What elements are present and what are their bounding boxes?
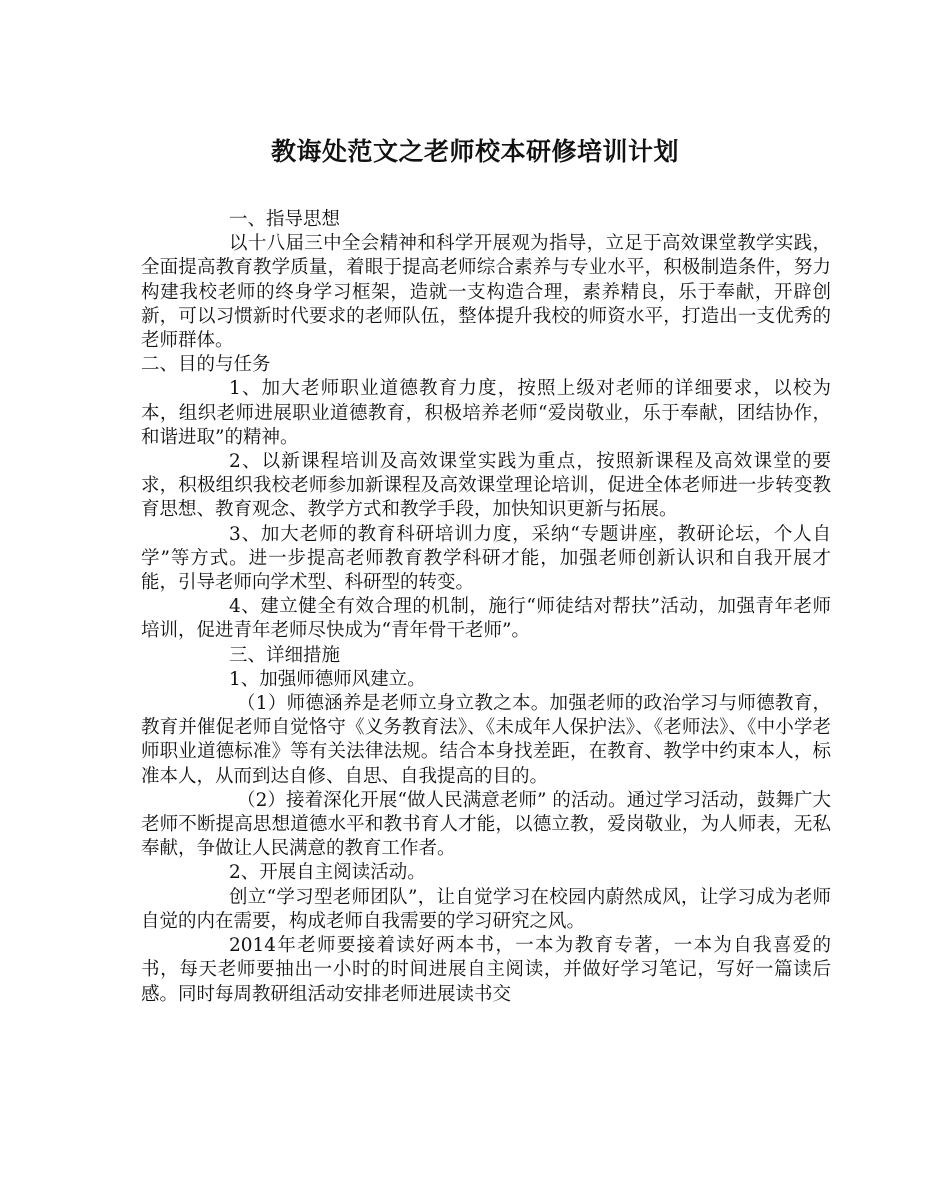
paragraph: 1、加大老师职业道德教育力度，按照上级对老师的详细要求，以校为本，组织老师进展职业道德教育，积极培养老师“爱岗敬业，乐于奉献，团结协作，和谐进取”的精神。: [141, 378, 831, 448]
paragraph: 2、以新课程培训及高效课堂实践为重点，按照新课程及高效课堂的要求，积极组织我校老师参加新课程及高效课堂理论培训，促进全体老师进一步转变教育思想、教育观念、教学方式和教学手段，加快知识更新与拓展。: [141, 451, 831, 521]
paragraph: 以十八届三中全会精神和科学开展观为指导，立足于高效课堂教学实践，全面提高教育教学质量，着眼于提高老师综合素养与专业水平，积极制造条件，努力构建我校老师的终身学习框架，造就一支构造合理，素养精良，乐于奉献，开辟创新，可以习惯新时代要求的老师队伍，整体提升我校的师资水平，打造出一支优秀的老师群体。: [141, 233, 831, 352]
paragraph: 1、加强师德师风建立。: [229, 668, 426, 690]
paragraph: 4、建立健全有效合理的机制，施行“师徒结对帮扶”活动，加强青年老师培训，促进青年老师尽快成为“青年骨干老师”。: [141, 596, 831, 642]
paragraph: 二、目的与任务: [141, 354, 271, 376]
document-title: 教诲处范文之老师校本研修培训计划: [270, 137, 679, 166]
paragraph: 2、开展自主阅读活动。: [229, 862, 426, 884]
paragraph: 创立“学习型老师团队”，让自觉学习在校园内蔚然成风，让学习成为老师自觉的内在需要，构成老师自我需要的学习研究之风。: [141, 886, 831, 932]
document-body: [141, 208, 831, 1007]
paragraph: 一、指导思想: [229, 209, 341, 230]
paragraph: 三、详细措施: [229, 644, 341, 666]
paragraph: 2014年老师要接着读好两本书，一本为教育专著，一本为自我喜爱的书，每天老师要抽出一小时的时间进展自主阅读，并做好学习笔记，写好一篇读后感。同时每周教研组活动安排老师进展读书交: [141, 935, 831, 1005]
paragraph: （1）师德涵养是老师立身立教之本。加强老师的政治学习与师德教育，教育并催促老师自觉恪守《义务教育法》、《未成年人保护法》、《老师法》、《中小学老师职业道德标准》等有关法律法规。结合本身找差距，在教育、教学中约束本人，标准本人，从而到达自修、自思、自我提高的目的。: [141, 693, 831, 787]
paragraph: （2）接着深化开展“做人民满意老师” 的活动。通过学习活动，鼓舞广大老师不断提高思想道德水平和教书育人才能，以德立教，爱岗敬业，为人师表，无私奉献，争做让人民满意的教育工作者。: [141, 789, 831, 860]
paragraph: 3、加大老师的教育科研培训力度，采纳“专题讲座，教研论坛，个人自学”等方式。进一步提高老师教育教学科研才能，加强老师创新认识和自我开展才能，引导老师向学术型、科研型的转变。: [141, 523, 831, 594]
